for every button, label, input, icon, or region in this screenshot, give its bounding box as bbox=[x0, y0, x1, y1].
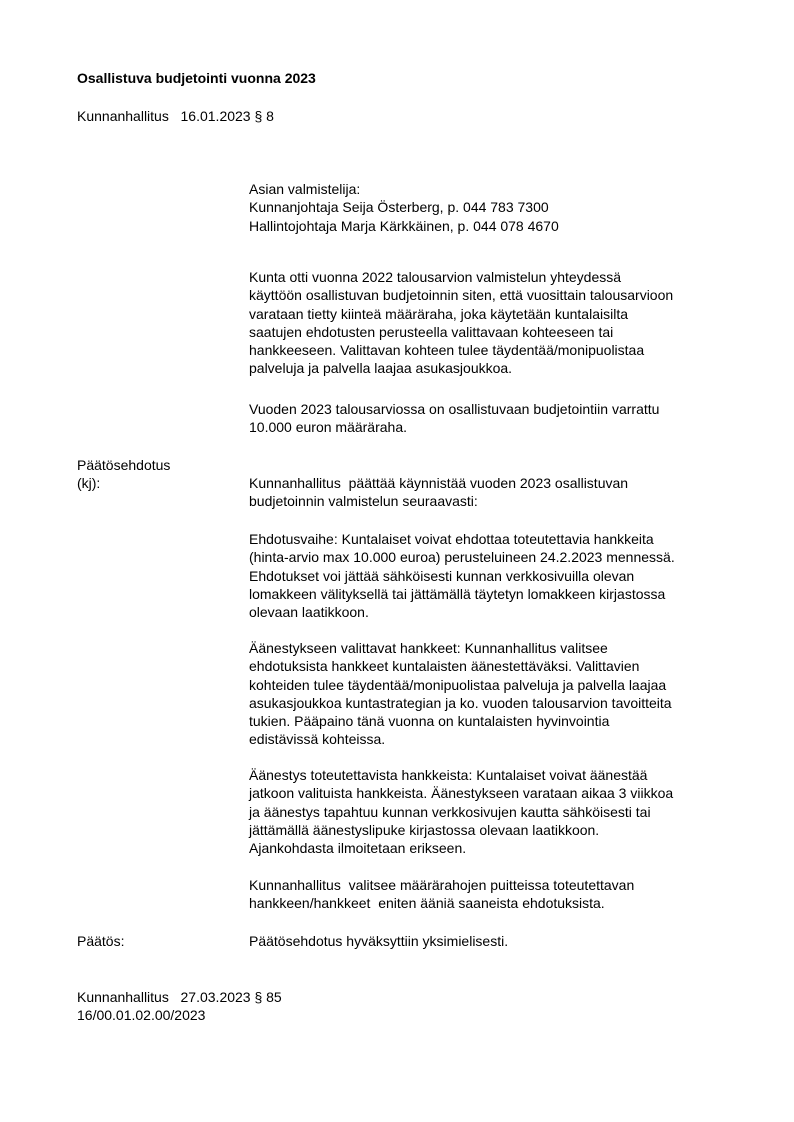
text-line: ja äänestys tapahtuu kunnan verkkosivujen kautta sähköisesti tai bbox=[249, 803, 651, 820]
preparer-heading: Asian valmistelija: bbox=[249, 181, 361, 197]
text-line: budjetoinnin valmistelun seuraavasti: bbox=[249, 493, 478, 510]
text-line: olevaan laatikkoon. bbox=[249, 604, 369, 621]
background-paragraph bbox=[249, 400, 749, 437]
text-line: Vuoden 2023 talousarviossa on osallistuvaan budjetointiin varrattu bbox=[249, 401, 660, 417]
text-line: Äänestys toteutettavista hankkeista: Kuntalaiset voivat äänestää bbox=[249, 767, 648, 783]
text-line: asukasjoukkoa kuntastrategian ja ko. vuoden talousarvion tavoitteita bbox=[249, 694, 672, 711]
label-line: (kj): bbox=[77, 475, 101, 492]
text-line: lomakkeen välityksellä tai jättämällä täytetyn lomakkeen kirjastossa bbox=[249, 585, 666, 602]
text-line: (hinta-arvio max 10.000 euroa) perusteluineen 24.2.2023 mennessä. bbox=[249, 549, 675, 566]
text-line: kohteiden tulee täydentää/monipuolistaa palveluja ja palvella laajaa bbox=[249, 676, 667, 693]
background-paragraph bbox=[249, 268, 749, 378]
preparer-block bbox=[249, 180, 749, 235]
text-line: Äänestykseen valittavat hankkeet: Kunnanhallitus valitsee bbox=[249, 640, 608, 656]
text-line: Ehdotukset voi jättää sähköisesti kunnan verkkosivuilla olevan bbox=[249, 567, 635, 584]
label-line: Päätösehdotus bbox=[77, 457, 171, 473]
text-line: Ajankohdasta ilmoitetaan erikseen. bbox=[249, 840, 467, 857]
text-line: Kunnanhallitus päättää käynnistää vuoden 2023 osallistuvan bbox=[249, 475, 629, 491]
record-number: 16/00.01.02.00/2023 bbox=[77, 1007, 206, 1024]
text-line: ehdotuksista hankkeet kuntalaisten äänestettäväksi. Valittavien bbox=[249, 658, 640, 675]
decision-text: Päätösehdotus hyväksyttiin yksimielisesti. bbox=[249, 933, 509, 949]
decision-label: Päätös: bbox=[77, 933, 125, 949]
document-title: Osallistuva budjetointi vuonna 2023 bbox=[77, 70, 316, 86]
preparer-line: Hallintojohtaja Marja Kärkkäinen, p. 044 078 4670 bbox=[249, 217, 559, 234]
proposal-label bbox=[77, 456, 242, 493]
footer-meeting-reference: Kunnanhallitus 27.03.2023 § 85 bbox=[77, 989, 282, 1005]
text-line: saatujen ehdotusten perusteella valittavaan kohteeseen tai bbox=[249, 323, 614, 340]
preparer-line: Kunnanjohtaja Seija Österberg, p. 044 783 7300 bbox=[249, 199, 549, 216]
footer bbox=[77, 988, 282, 1025]
text-line: käyttöön osallistuvan budjetoinnin siten, että vuosittain talousarvioon bbox=[249, 287, 674, 304]
text-line: Kunta otti vuonna 2022 talousarvion valmistelun yhteydessä bbox=[249, 269, 622, 285]
text-line: jättämällä äänestyslipuke kirjastossa olevaan laatikkoon. bbox=[249, 821, 600, 838]
proposal-intro bbox=[249, 474, 749, 511]
text-line: 10.000 euron määräraha. bbox=[249, 419, 407, 436]
proposal-paragraph-project-selection bbox=[249, 639, 749, 749]
proposal-paragraph-final-selection bbox=[249, 876, 749, 913]
proposal-paragraph-voting bbox=[249, 766, 749, 857]
text-line: hankkeeseen. Valittavan kohteen tulee täydentää/monipuolistaa bbox=[249, 342, 645, 359]
meeting-reference: Kunnanhallitus 16.01.2023 § 8 bbox=[77, 108, 274, 124]
text-line: hankkeen/hankkeet eniten ääniä saaneista ehdotuksista. bbox=[249, 895, 605, 912]
text-line: Ehdotusvaihe: Kuntalaiset voivat ehdottaa toteutettavia hankkeita bbox=[249, 531, 654, 547]
text-line: palveluja ja palvella laajaa asukasjoukkoa. bbox=[249, 360, 513, 377]
text-line: varataan tietty kiinteä määräraha, joka käytetään kuntalaisilta bbox=[249, 305, 628, 322]
text-line: tukien. Pääpaino tänä vuonna on kuntalaisten hyvinvointia bbox=[249, 713, 610, 730]
proposal-paragraph-suggestion-phase bbox=[249, 530, 749, 621]
text-line: jatkoon valituista hankkeista. Äänestykseen varataan aikaa 3 viikkoa bbox=[249, 785, 674, 802]
text-line: Kunnanhallitus valitsee määrärahojen puitteissa toteutettavan bbox=[249, 877, 635, 893]
text-line: edistävissä kohteissa. bbox=[249, 731, 386, 748]
